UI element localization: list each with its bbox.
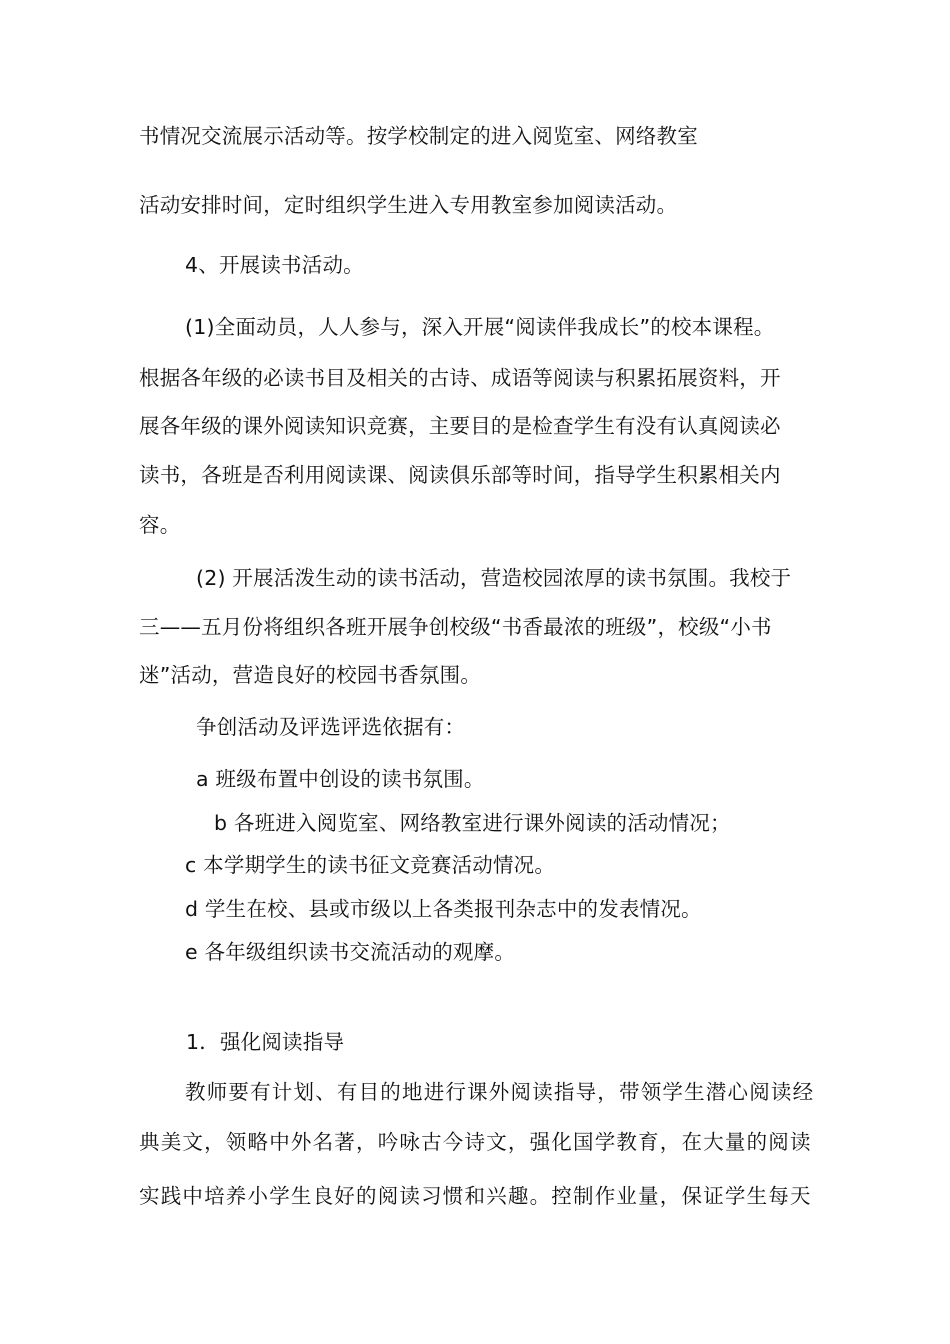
criteria-item-b: b 各班进入阅览室、网络教室进行课外阅读的活动情况； (214, 811, 731, 835)
paragraph-1-line-5: 容。 (139, 513, 181, 537)
criteria-item-d: d 学生在校、县或市级以上各类报刊杂志中的发表情况。 (185, 897, 702, 921)
paragraph-3-line-3: 实践中培养小学生良好的阅读习惯和兴趣。控制作业量，保证学生每天 (139, 1184, 812, 1208)
criteria-intro: 争创活动及评选评选依据有： (196, 715, 466, 739)
paragraph-3-line-1: 教师要有计划、有目的地进行课外阅读指导，带领学生潜心阅读经 (185, 1080, 815, 1104)
paragraph-1-line-4: 读书，各班是否利用阅读课、阅读俱乐部等时间，指导学生积累相关内 (139, 463, 781, 487)
criteria-item-e: e 各年级组织读书交流活动的观摩。 (185, 940, 516, 964)
criteria-item-c: c 本学期学生的读书征文竞赛活动情况。 (185, 853, 556, 877)
paragraph-1-line-3: 展各年级的课外阅读知识竞赛，主要目的是检查学生有没有认真阅读必 (139, 414, 781, 438)
paragraph-1-line-2: 根据各年级的必读书目及相关的古诗、成语等阅读与积累拓展资料，开 (139, 366, 781, 390)
body-line-1: 书情况交流展示活动等。按学校制定的进入阅览室、网络教室 (139, 124, 698, 148)
criteria-item-a: a 班级布置中创设的读书氛围。 (196, 767, 485, 791)
paragraph-1-line-1: (1)全面动员，人人参与，深入开展“阅读伴我成长”的校本课程。 (185, 315, 775, 339)
section-heading-1: 1．强化阅读指导 (186, 1030, 345, 1054)
paragraph-2-line-3: 迷”活动，营造良好的校园书香氛围。 (139, 663, 482, 687)
paragraph-2-line-1: (2) 开展活泼生动的读书活动，营造校园浓厚的读书氛围。我校于 (196, 566, 792, 590)
paragraph-3-line-2: 典美文，领略中外名著，吟咏古今诗文，强化国学教育，在大量的阅读 (139, 1130, 812, 1154)
paragraph-2-line-2: 三——五月份将组织各班开展争创校级“书香最浓的班级”，校级“小书 (139, 615, 772, 639)
body-line-2: 活动安排时间，定时组织学生进入专用教室参加阅读活动。 (139, 193, 678, 217)
section-heading-4: 4、开展读书活动。 (185, 253, 364, 277)
